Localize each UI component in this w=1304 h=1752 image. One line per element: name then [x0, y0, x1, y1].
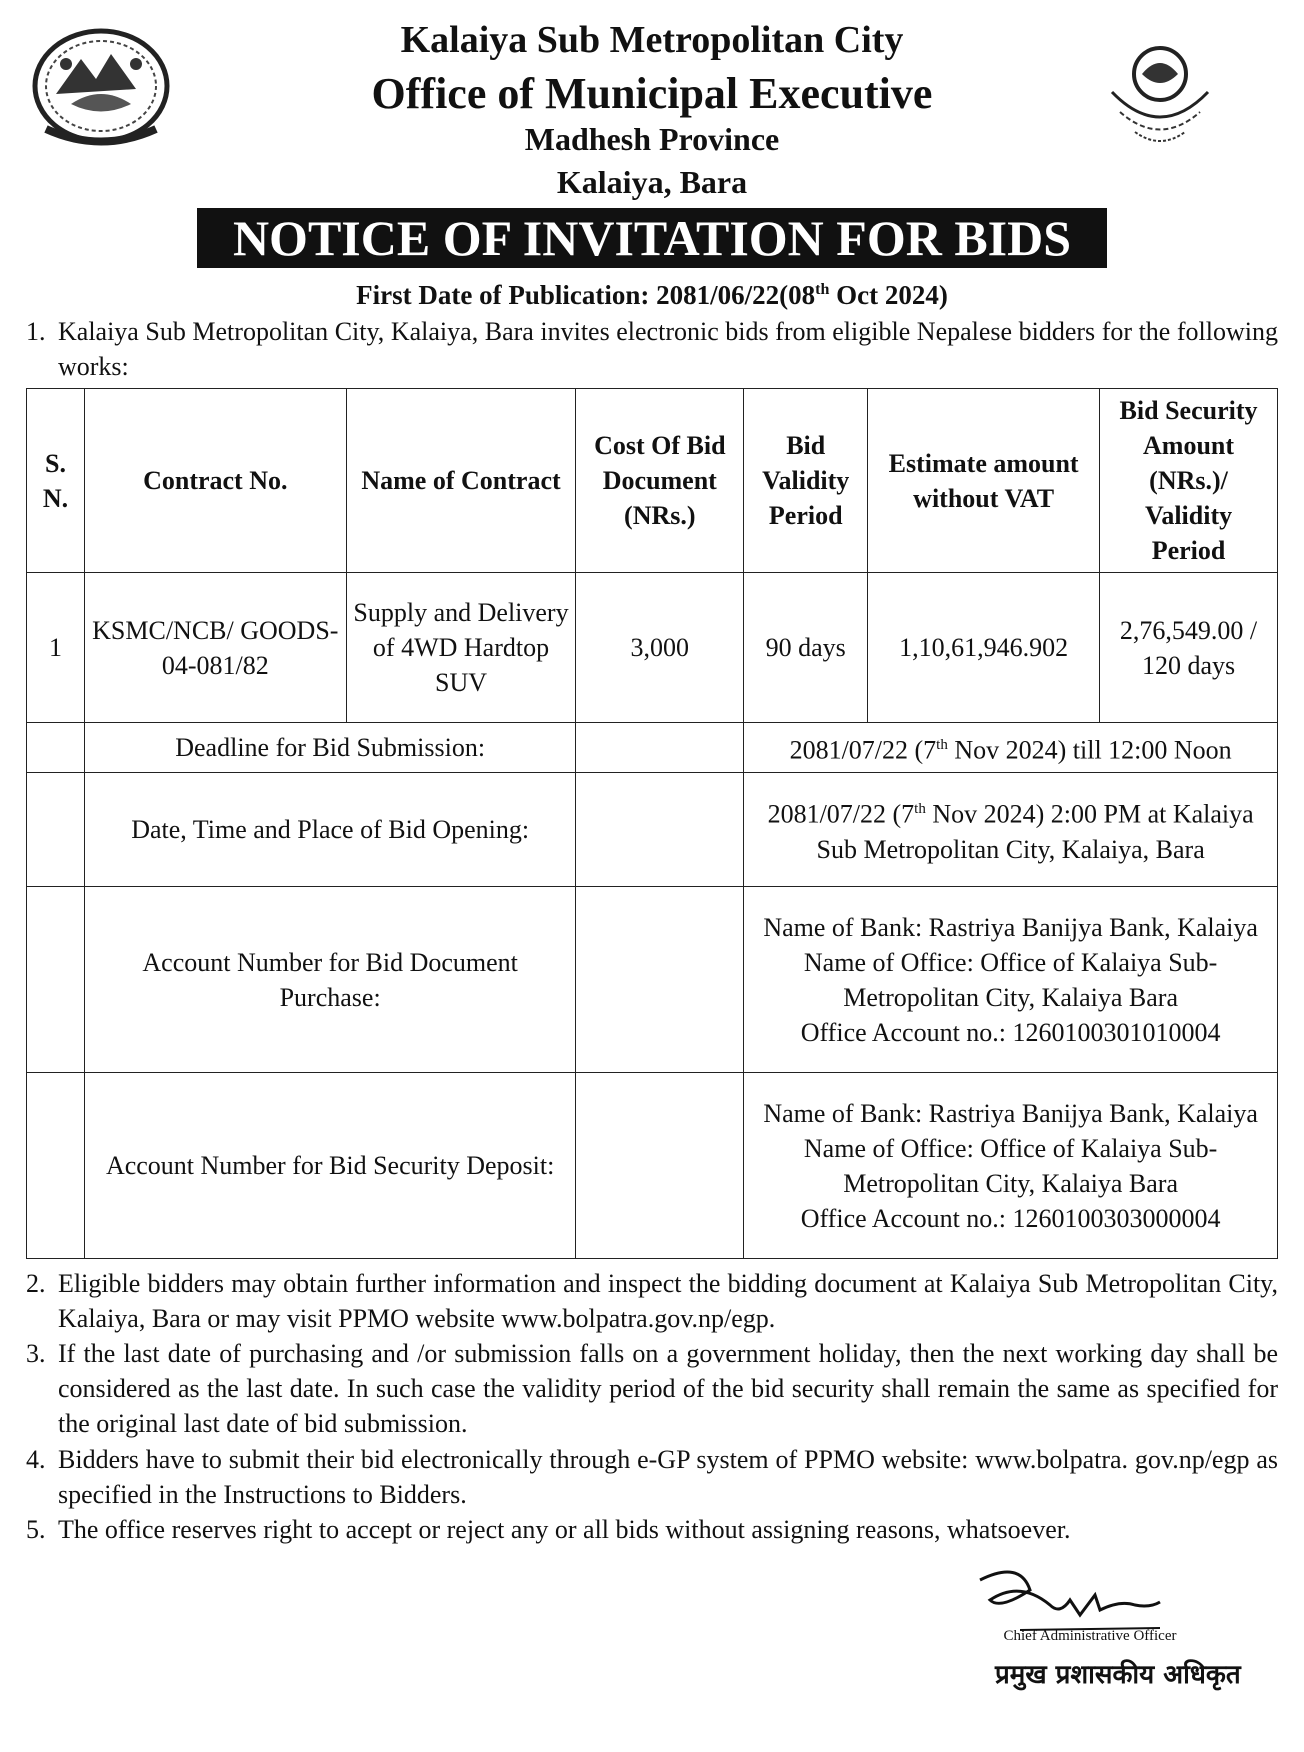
- cell-validity: 90 days: [744, 573, 868, 723]
- municipality-seal-icon: [1090, 22, 1230, 162]
- paragraph-number: 2.: [26, 1269, 46, 1298]
- letterhead: [0, 0, 1304, 275]
- paragraph-number: 4.: [26, 1445, 46, 1474]
- opening-row: [27, 773, 1278, 887]
- doc-account-row: [27, 887, 1278, 1073]
- paragraph-3: [26, 1336, 1278, 1441]
- cell-security: 2,76,549.00 / 120 days: [1100, 573, 1278, 723]
- paragraph-4: [26, 1442, 1278, 1512]
- col-estimate: Estimate amount without VAT: [868, 389, 1100, 573]
- col-validity: Bid Validity Period: [744, 389, 868, 573]
- cell-estimate: 1,10,61,946.902: [868, 573, 1100, 723]
- cell-sn: 1: [27, 573, 85, 723]
- office-name: Office of Municipal Executive: [371, 69, 933, 118]
- col-contract-name: Name of Contract: [346, 389, 576, 573]
- municipality-name: Kalaiya Sub Metropolitan City: [400, 19, 904, 61]
- doc-account-value: [744, 887, 1278, 1073]
- office-name: Name of Office: Office of Kalaiya Sub-Metropolitan City, Kalaiya Bara: [803, 947, 1218, 1012]
- deadline-label: Deadline for Bid Submission:: [84, 723, 575, 773]
- col-security: Bid Security Amount (NRs.)/ Validity Period: [1100, 389, 1278, 573]
- deadline-row: [27, 723, 1278, 773]
- paragraph-number: 5.: [26, 1515, 46, 1544]
- doc-account-label: Account Number for Bid Document Purchase:: [84, 887, 575, 1073]
- location-name: Kalaiya, Bara: [556, 164, 748, 200]
- bank-name: Name of Bank: Rastriya Banijya Bank, Kalaiya: [763, 912, 1258, 942]
- account-number: Office Account no.: 1260100303000004: [800, 1203, 1221, 1233]
- col-contract-no: Contract No.: [84, 389, 346, 573]
- cell-contract-name: Supply and Delivery of 4WD Hardtop SUV: [346, 573, 576, 723]
- notice-title: NOTICE OF INVITATION FOR BIDS: [197, 208, 1107, 268]
- paragraph-text: Eligible bidders may obtain further information and inspect the bidding document at Kalaiya Sub Metropolitan City, Kalaiya, Bara or may visit PPMO website www.bolpatra.gov.np/egp.: [58, 1269, 1278, 1333]
- col-sn: S. N.: [27, 389, 85, 573]
- paragraph-number: 3.: [26, 1339, 46, 1368]
- col-cost: Cost Of Bid Document (NRs.): [576, 389, 744, 573]
- cell-cost: 3,000: [576, 573, 744, 723]
- security-account-row: [27, 1073, 1278, 1259]
- bids-table: [26, 388, 1278, 1259]
- paragraph-text: Bidders have to submit their bid electronically through e-GP system of PPMO website: www.bolpatra. gov.np/egp as specified in the Instructions to Bidders.: [58, 1445, 1278, 1509]
- paragraph-5: [26, 1512, 1278, 1547]
- office-name: Name of Office: Office of Kalaiya Sub-Metropolitan City, Kalaiya Bara: [803, 1133, 1218, 1198]
- table-row: [27, 573, 1278, 723]
- signatory-title-nepali: प्रमुख प्रशासकीय अधिकृत: [995, 1660, 1241, 1690]
- bank-name: Name of Bank: Rastriya Banijya Bank, Kalaiya: [763, 1098, 1258, 1128]
- security-account-value: [744, 1073, 1278, 1259]
- paragraph-text: Kalaiya Sub Metropolitan City, Kalaiya, Bara invites electronic bids from eligible Nepalese bidders for the following works:: [58, 317, 1278, 381]
- account-number: Office Account no.: 1260100301010004: [800, 1017, 1221, 1047]
- paragraph-1: [26, 314, 1278, 384]
- signatory-title: Chief Administrative Officer: [1003, 1628, 1177, 1644]
- cell-contract-no: KSMC/NCB/ GOODS-04-081/82: [84, 573, 346, 723]
- paragraph-number: 1.: [26, 317, 46, 346]
- security-account-label: Account Number for Bid Security Deposit:: [84, 1073, 575, 1259]
- province-name: Madhesh Province: [524, 121, 780, 157]
- paragraph-text: The office reserves right to accept or reject any or all bids without assigning reasons, whatsoever.: [58, 1515, 1071, 1544]
- table-header-row: [27, 389, 1278, 573]
- paragraph-text: If the last date of purchasing and /or submission falls on a government holiday, then the next working day shall be considered as the last date. In such case the validity period of the bid security shall remain the same as specified for the original last date of bid submission.: [58, 1339, 1278, 1438]
- opening-value: 2081/07/22 (7th Nov 2024) 2:00 PM at Kalaiya Sub Metropolitan City, Kalaiya, Bara: [744, 773, 1278, 887]
- paragraph-2: [26, 1266, 1278, 1336]
- publication-date: First Date of Publication: 2081/06/22(08th Oct 2024): [356, 280, 948, 310]
- deadline-value: 2081/07/22 (7th Nov 2024) till 12:00 Noon: [744, 723, 1278, 773]
- opening-label: Date, Time and Place of Bid Opening:: [84, 773, 575, 887]
